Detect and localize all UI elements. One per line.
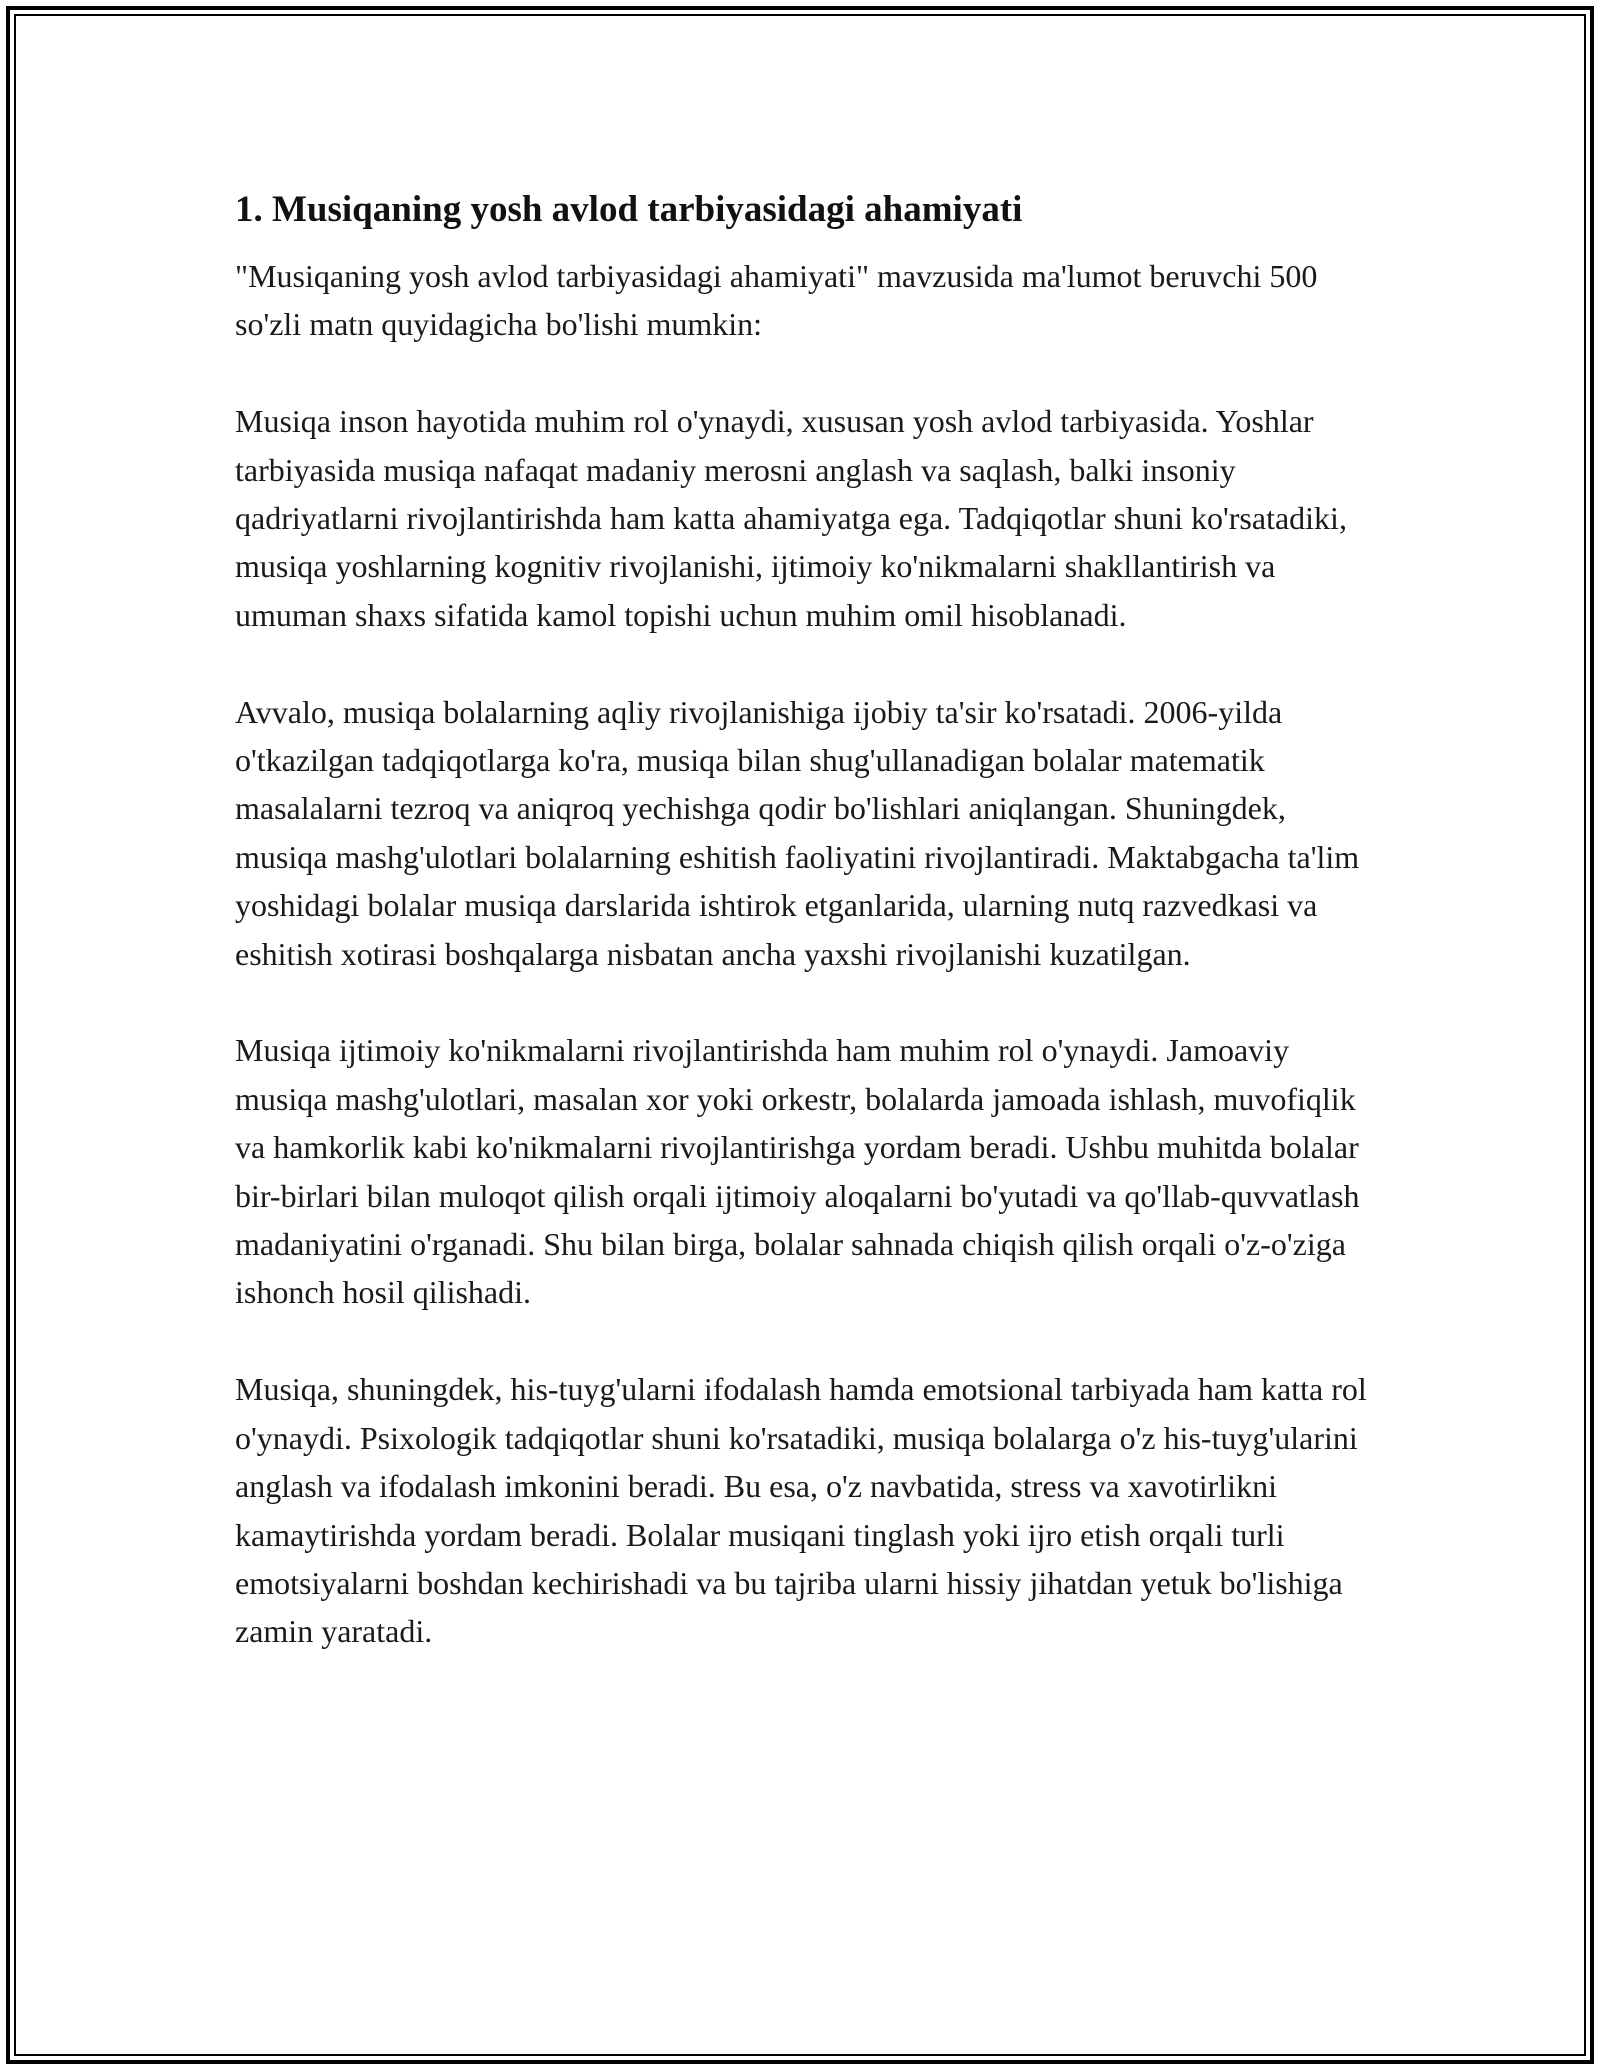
paragraph-music-importance: Musiqa inson hayotida muhim rol o'ynaydi, xususan yosh avlod tarbiyasida. Yoshlar tarbiyasida musiqa nafaqat madaniy merosni anglash va saqlash, balki insoniy qadriyatlarni rivojlantirishda ham katta ahamiyatga ega. Tadqiqotlar shuni ko'rsatadiki, musiqa yoshlarning kognitiv rivojlanishi, ijtimoiy ko'nikmalarni shakllantirish va umuman shaxs sifatida kamol topishi uchun muhim omil hisoblanadi. [235, 403, 1347, 633]
paragraph-emotional-education: Musiqa, shuningdek, his-tuyg'ularni ifodalash hamda emotsional tarbiyada ham katta rol o'ynaydi. Psixologik tadqiqotlar shuni ko'rsatadiki, musiqa bolalarga o'z his-tuyg'ularini anglash va ifodalash imkonini beradi. Bu esa, o'z navbatida, stress va xavotirlikni kamaytirishda yordam beradi. Bolalar musiqani tinglash yoki ijro etish orqali turli emotsiyalarni boshdan kechirishadi va bu tajriba ularni hissiy jihatdan yetuk bo'lishiga zamin yaratadi. [235, 1371, 1367, 1650]
intro-paragraph: "Musiqaning yosh avlod tarbiyasidagi ahamiyati" mavzusida ma'lumot beruvchi 500 so'zli matn quyidagicha bo'lishi mumkin: [235, 258, 1318, 343]
paragraph-mental-development: Avvalo, musiqa bolalarning aqliy rivojlanishiga ijobiy ta'sir ko'rsatadi. 2006-yilda o'tkazilgan tadqiqotlarga ko'ra, musiqa bilan shug'ullanadigan bolalar matematik masalalarni tezroq va aniqroq yechishga qodir bo'lishlari aniqlangan. Shuningdek, musiqa mashg'ulotlari bolalarning eshitish faoliyatini rivojlantiradi. Maktabgacha ta'lim yoshidagi bolalar musiqa darslarida ishtirok etganlarida, ularning nutq razvedkasi va eshitish xotirasi boshqalarga nisbatan ancha yaxshi rivojlanishi kuzatilgan. [235, 693, 1360, 972]
paragraph-social-skills: Musiqa ijtimoiy ko'nikmalarni rivojlantirishda ham muhim rol o'ynaydi. Jamoaviy musiqa mashg'ulotlari, masalan xor yoki orkestr, bolalarda jamoada ishlash, muvofiqlik va hamkorlik kabi ko'nikmalarni rivojlantirishga yordam beradi. Ushbu muhitda bolalar bir-birlari bilan muloqot qilish orqali ijtimoiy aloqalarni bo'yutadi va qo'llab-quvvatlash madaniyatini o'rganadi. Shu bilan birga, bolalar sahnada chiqish qilish orqali o'z-o'ziga ishonch hosil qilishadi. [235, 1032, 1360, 1311]
document-title: 1. Musiqaning yosh avlod tarbiyasidagi ahamiyati [235, 189, 1023, 230]
document-body [235, 186, 1375, 1704]
